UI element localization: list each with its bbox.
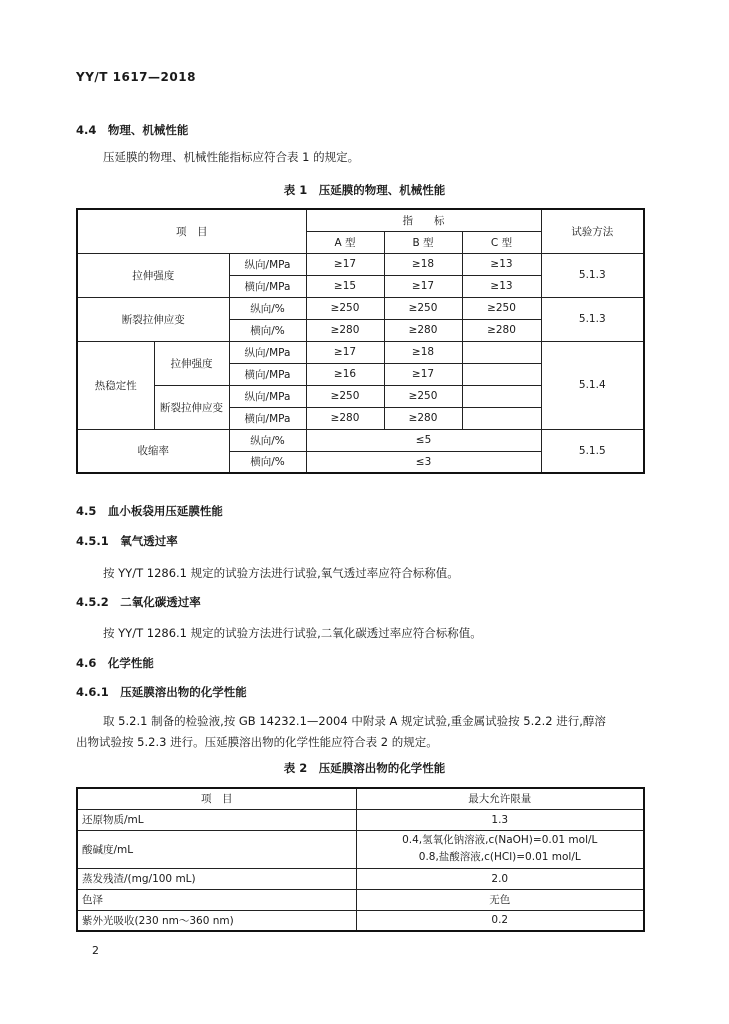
cell: 横向/MPa: [229, 275, 306, 297]
section-4-5-1-text: 按 YY/T 1286.1 规定的试验方法进行试验,氧气透过率应符合标称值。: [103, 566, 459, 580]
section-4-5-2-text: 按 YY/T 1286.1 规定的试验方法进行试验,二氧化碳透过率应符合标称值。: [103, 626, 482, 640]
header-item: 项 目: [77, 788, 356, 809]
row-item: 色泽: [77, 889, 356, 910]
cell: ≥280: [384, 319, 462, 341]
cell-empty: [462, 363, 541, 385]
cell: 横向/MPa: [229, 407, 306, 429]
row-item: 还原物质/mL: [77, 809, 356, 830]
cell: ≥16: [306, 363, 384, 385]
cell: ≥250: [306, 385, 384, 407]
page-number: 2: [92, 944, 99, 957]
header-index: 指 标: [306, 209, 541, 231]
cell: ≥280: [462, 319, 541, 341]
cell-empty: [462, 385, 541, 407]
cell: 纵向/MPa: [229, 385, 306, 407]
cell: 横向/MPa: [229, 363, 306, 385]
section-4-4-heading: 4.4 物理、机械性能: [76, 123, 189, 137]
cell: 纵向/MPa: [229, 253, 306, 275]
cell: ≥250: [384, 385, 462, 407]
cell: 横向/%: [229, 319, 306, 341]
cell-method: 5.1.4: [541, 341, 644, 429]
standard-id: YY/T 1617—2018: [76, 70, 196, 84]
cell: ≥250: [306, 297, 384, 319]
row-shrink-name: 收缩率: [77, 429, 229, 473]
section-4-5-heading: 4.5 血小板袋用压延膜性能: [76, 504, 223, 518]
section-4-6-heading: 4.6 化学性能: [76, 656, 154, 670]
row-item: 酸碱度/mL: [77, 830, 356, 868]
cell-empty: [462, 407, 541, 429]
cell: ≥18: [384, 341, 462, 363]
table2-caption: 表 2 压延膜溶出物的化学性能: [283, 761, 446, 775]
row-limit: [356, 830, 644, 868]
cell: 纵向/%: [229, 429, 306, 451]
header-item: 项 目: [77, 209, 306, 253]
section-4-5-2-heading: 4.5.2 二氧化碳透过率: [76, 595, 201, 609]
row-tensile-name: 拉伸强度: [77, 253, 229, 297]
section-4-5-1-heading: 4.5.1 氧气透过率: [76, 534, 178, 548]
row-limit: 1.3: [356, 809, 644, 830]
cell: ≥280: [306, 319, 384, 341]
cell-empty: [462, 341, 541, 363]
cell: ≥250: [384, 297, 462, 319]
cell: ≥18: [384, 253, 462, 275]
section-4-4-text: 压延膜的物理、机械性能指标应符合表 1 的规定。: [103, 150, 360, 164]
table1-caption: 表 1 压延膜的物理、机械性能: [283, 183, 446, 197]
cell: 纵向/%: [229, 297, 306, 319]
header-method: 试验方法: [541, 209, 644, 253]
cell: ≥15: [306, 275, 384, 297]
header-type-a: A 型: [306, 231, 384, 253]
section-4-6-1-heading: 4.6.1 压延膜溶出物的化学性能: [76, 685, 247, 699]
cell-method: 5.1.5: [541, 429, 644, 473]
row-item: 蒸发残渣/(mg/100 mL): [77, 868, 356, 889]
table1: [76, 208, 645, 474]
row-limit: 0.2: [356, 910, 644, 931]
header-type-b: B 型: [384, 231, 462, 253]
row-limit-line1: 0.4,氢氧化钠溶液,c(NaOH)=0.01 mol/L: [402, 834, 598, 846]
section-4-6-1-text-line2: 出物试验按 5.2.3 进行。压延膜溶出物的化学性能应符合表 2 的规定。: [76, 735, 438, 749]
row-limit: 无色: [356, 889, 644, 910]
row-break-name: 断裂拉伸应变: [77, 297, 229, 341]
table2: [76, 787, 645, 932]
cell: 横向/%: [229, 451, 306, 473]
cell-method: 5.1.3: [541, 253, 644, 297]
row-limit: 2.0: [356, 868, 644, 889]
row-thermal-sub1: 拉伸强度: [154, 341, 229, 385]
row-item: 紫外光吸收(230 nm～360 nm): [77, 910, 356, 931]
cell: ≤3: [306, 451, 541, 473]
cell: ≥17: [384, 275, 462, 297]
cell-method: 5.1.3: [541, 297, 644, 341]
cell: ≥17: [384, 363, 462, 385]
row-thermal-name: 热稳定性: [77, 341, 154, 429]
cell: ≥280: [306, 407, 384, 429]
cell: 纵向/MPa: [229, 341, 306, 363]
cell: ≥17: [306, 341, 384, 363]
cell: ≥13: [462, 275, 541, 297]
cell: ≥17: [306, 253, 384, 275]
row-limit-line2: 0.8,盐酸溶液,c(HCl)=0.01 mol/L: [418, 851, 581, 863]
cell: ≤5: [306, 429, 541, 451]
header-type-c: C 型: [462, 231, 541, 253]
cell: ≥280: [384, 407, 462, 429]
cell: ≥250: [462, 297, 541, 319]
row-thermal-sub2: 断裂拉伸应变: [154, 385, 229, 429]
section-4-6-1-text-line1: 取 5.2.1 制备的检验液,按 GB 14232.1—2004 中附录 A 规定试验,重金属试验按 5.2.2 进行,醇溶: [103, 714, 606, 728]
header-limit: 最大允许限量: [356, 788, 644, 809]
cell: ≥13: [462, 253, 541, 275]
